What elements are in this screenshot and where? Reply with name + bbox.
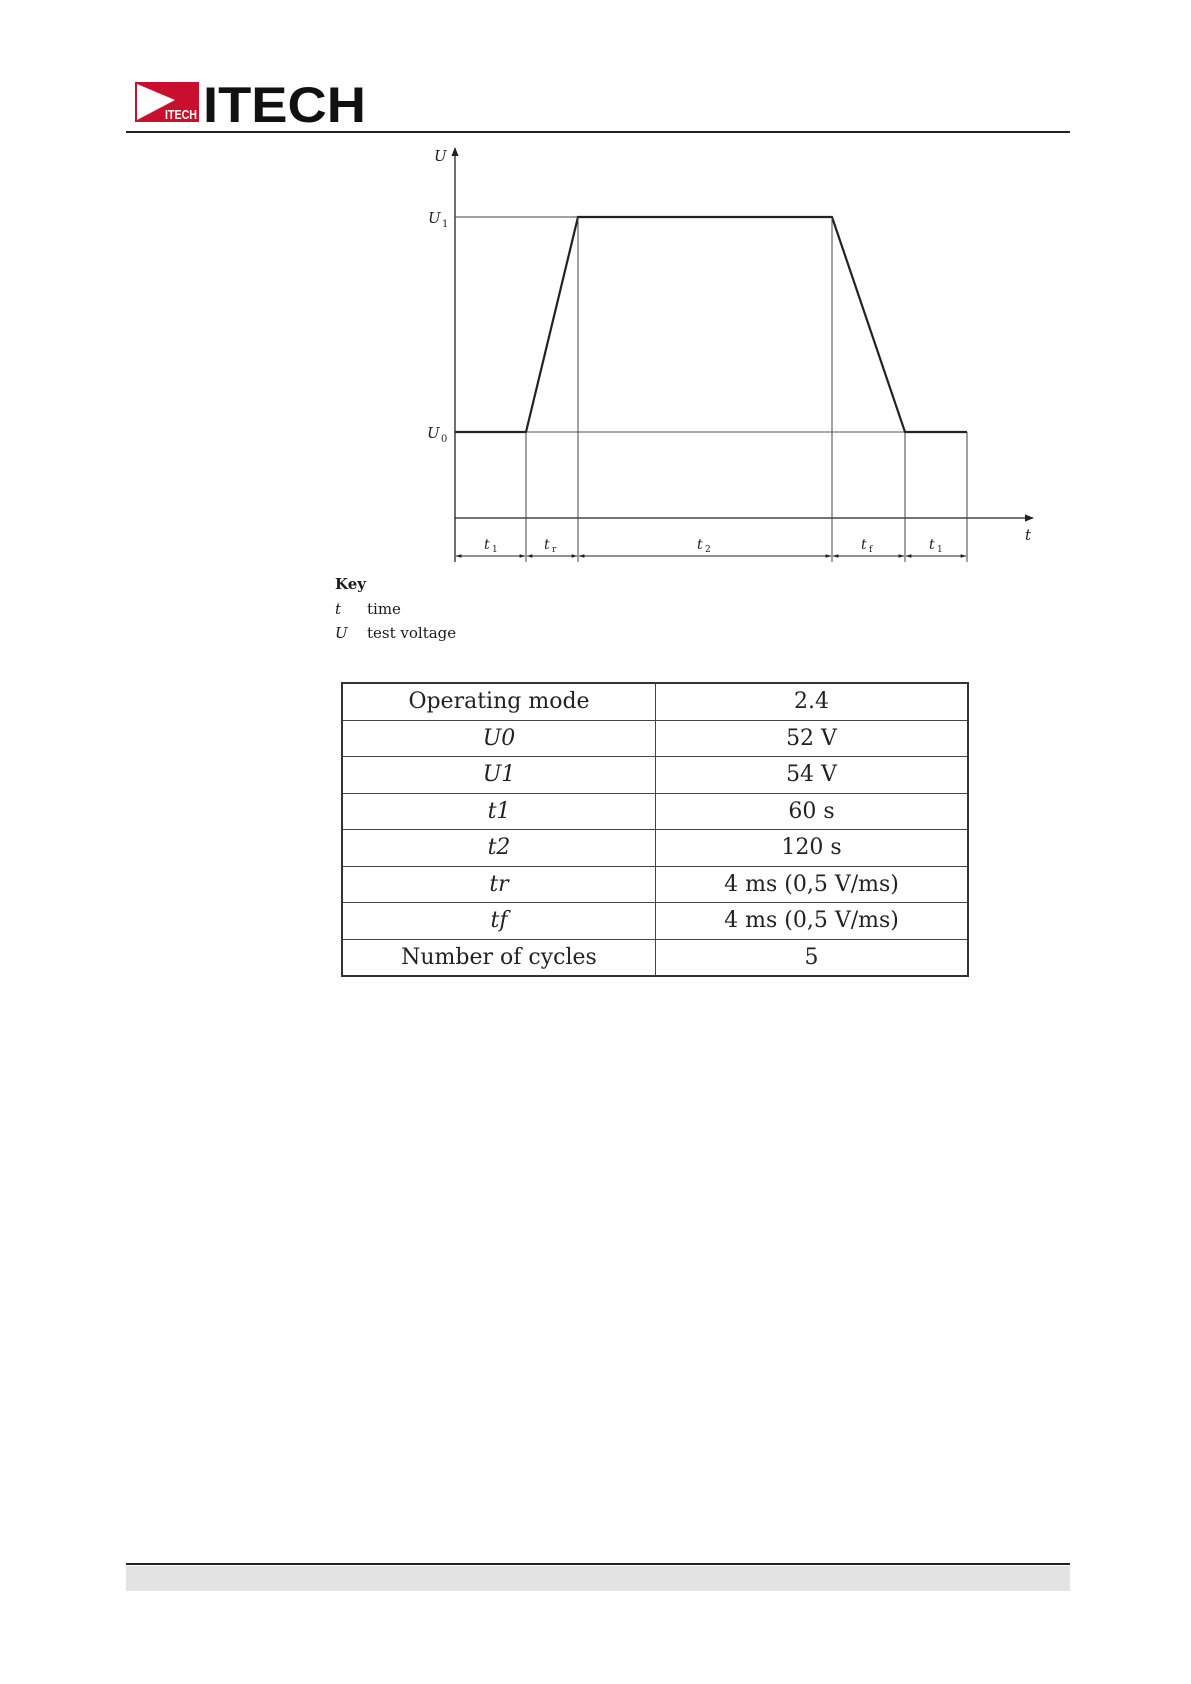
param-cell: tf (342, 903, 656, 940)
table-row (342, 903, 968, 940)
segment-label-t2 (697, 537, 711, 555)
u1-label (428, 209, 448, 230)
segment-label-t1-last (929, 537, 943, 555)
key-title: Key (335, 575, 366, 593)
key-description: time (367, 600, 401, 618)
svg-text:f: f (869, 545, 873, 555)
logo-brand-text: ITECH (203, 80, 366, 126)
footer-rule (126, 1563, 1070, 1565)
svg-text:t: t (861, 537, 867, 553)
y-axis-label: U (434, 147, 447, 165)
svg-text:U: U (427, 424, 440, 442)
svg-text:2: 2 (705, 545, 711, 555)
key-symbol: U (335, 624, 348, 642)
param-cell: tr (342, 866, 656, 903)
value-cell: 52 V (656, 720, 969, 757)
param-cell: t2 (342, 830, 656, 867)
key-description: test voltage (367, 624, 457, 642)
table-row (342, 757, 968, 794)
svg-text:U: U (428, 209, 441, 227)
svg-text:t: t (484, 537, 490, 553)
segment-label-t1-first (484, 537, 498, 555)
voltage-waveform (455, 217, 967, 432)
table-row (342, 866, 968, 903)
value-cell: 4 ms (0,5 V/ms) (656, 903, 969, 940)
segment-label-tf (861, 537, 873, 555)
svg-text:t: t (544, 537, 550, 553)
param-cell: U0 (342, 720, 656, 757)
segment-label-tr (544, 537, 557, 555)
value-cell: 5 (656, 939, 969, 976)
value-cell: 2.4 (656, 683, 969, 720)
key-symbol: t (335, 600, 342, 618)
svg-text:r: r (552, 545, 557, 555)
value-cell: 4 ms (0,5 V/ms) (656, 866, 969, 903)
table-row (342, 793, 968, 830)
footer-band (126, 1566, 1070, 1591)
value-cell: 120 s (656, 830, 969, 867)
table-row (342, 939, 968, 976)
svg-text:t: t (929, 537, 935, 553)
svg-text:t: t (697, 537, 703, 553)
x-axis-label: t (1025, 526, 1032, 544)
table-row (342, 720, 968, 757)
table-row (342, 830, 968, 867)
table-row (342, 683, 968, 720)
segment-boundaries (526, 217, 967, 562)
svg-text:1: 1 (937, 545, 943, 555)
u0-label (427, 424, 447, 445)
value-cell: 60 s (656, 793, 969, 830)
param-cell: Number of cycles (342, 939, 656, 976)
test-parameter-table (341, 682, 969, 977)
value-cell: 54 V (656, 757, 969, 794)
param-cell: t1 (342, 793, 656, 830)
svg-text:1: 1 (492, 545, 498, 555)
svg-text:1: 1 (442, 219, 449, 230)
param-cell: Operating mode (342, 683, 656, 720)
param-cell: U1 (342, 757, 656, 794)
logo-badge-text: ITECH (165, 107, 197, 122)
svg-text:0: 0 (441, 434, 448, 445)
